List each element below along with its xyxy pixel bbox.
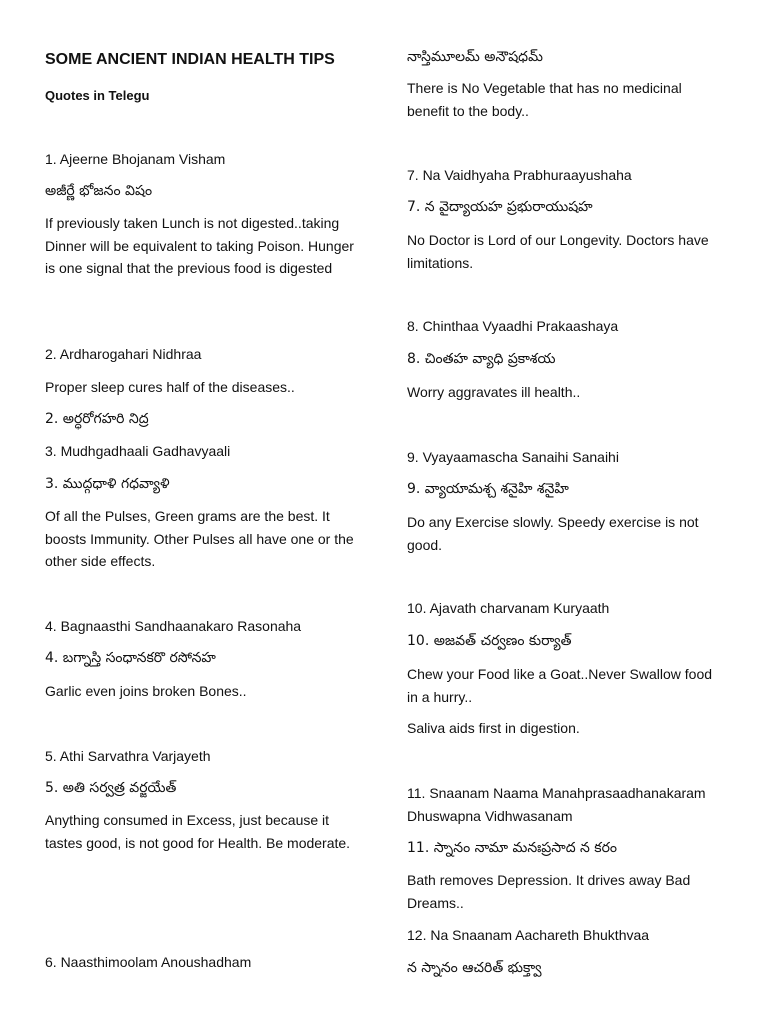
- tip-1-telugu: అజీర్ణే భోజనం విషం: [45, 183, 153, 199]
- tip-5-description: Anything consumed in Excess, just because it tastes good, is not good for Health. Be moderate.: [45, 812, 351, 851]
- tip-4-description: Garlic even joins broken Bones..: [45, 683, 247, 699]
- tip-10-note: Saliva aids first in digestion.: [407, 720, 580, 736]
- tip-10-telugu: 10. అజవత్ చర్వణం కుర్యాత్: [407, 633, 572, 649]
- tip-6-telugu: నాస్తిమూలమ్ అనౌషధమ్: [407, 49, 543, 65]
- tip-9-heading: 9. Vyayaamascha Sanaihi Sanaihi: [407, 449, 619, 465]
- tip-4-heading: 4. Bagnaasthi Sandhaanakaro Rasonaha: [45, 618, 302, 634]
- page-subtitle: Quotes in Telegu: [45, 88, 150, 103]
- tip-10-description: Chew your Food like a Goat..Never Swallow food in a hurry..: [407, 666, 713, 705]
- tip-3-description: Of all the Pulses, Green grams are the best. It boosts Immunity. Other Pulses all have one or the other side effects.: [45, 508, 354, 569]
- tip-8-telugu: 8. చింతహ వ్యాధి ప్రకాశయ: [407, 351, 556, 367]
- tip-2-description: Proper sleep cures half of the diseases..: [45, 379, 295, 395]
- tip-9-description: Do any Exercise slowly. Speedy exercise is not good.: [407, 514, 699, 553]
- tip-9-telugu: 9. వ్యాయామశ్చ శనైహి శనైహి: [407, 481, 569, 497]
- page-title: SOME ANCIENT INDIAN HEALTH TIPS: [45, 51, 335, 68]
- tip-1-heading: 1. Ajeerne Bhojanam Visham: [45, 151, 226, 167]
- tip-5-heading: 5. Athi Sarvathra Varjayeth: [45, 748, 211, 764]
- tip-3-heading: 3. Mudhgadhaali Gadhavyaali: [45, 443, 231, 459]
- tip-3-telugu: 3. ముద్గధాళి గధవ్యాళి: [45, 476, 170, 492]
- tip-7-heading: 7. Na Vaidhyaha Prabhuraayushaha: [407, 167, 632, 183]
- tip-10-heading: 10. Ajavath charvanam Kuryaath: [407, 600, 610, 616]
- tip-7-description: No Doctor is Lord of our Longevity. Doctors have limitations.: [407, 232, 709, 271]
- tip-4-telugu: 4. బగ్నాస్తి సంధానకరొ రసోనహ: [45, 650, 216, 666]
- tip-11-description: Bath removes Depression. It drives away Bad Dreams..: [407, 872, 691, 911]
- tip-6-heading: 6. Naasthimoolam Anoushadham: [45, 954, 252, 970]
- tip-12-heading: 12. Na Snaanam Aachareth Bhukthvaa: [407, 927, 650, 943]
- tip-8-description: Worry aggravates ill health..: [407, 384, 581, 400]
- tip-6-description: There is No Vegetable that has no medicinal benefit to the body..: [407, 80, 682, 119]
- tip-11-telugu: 11. స్నానం నామా మనఃప్రసాద న కరం: [407, 840, 618, 856]
- tip-1-description: If previously taken Lunch is not digested..taking Dinner will be equivalent to taking Poison. Hunger is one signal that the previous food is digested: [45, 215, 354, 276]
- tip-2-telugu: 2. అర్ధరోగహరి నిద్ర: [45, 411, 149, 427]
- tip-7-telugu: 7. న వైద్యాయహ ప్రభురాయుషహ: [407, 199, 593, 215]
- tip-12-telugu: న స్నానం ఆచరిత్ భుక్త్వా: [407, 960, 542, 976]
- tip-2-heading: 2. Ardharogahari Nidhraa: [45, 346, 202, 362]
- tip-5-telugu: 5. అతి సర్వత్ర వర్జయేత్: [45, 780, 177, 796]
- tip-11-heading: 11. Snaanam Naama Manahprasaadhanakaram Dhuswapna Vidhwasanam: [407, 785, 706, 824]
- tip-8-heading: 8. Chinthaa Vyaadhi Prakaashaya: [407, 318, 619, 334]
